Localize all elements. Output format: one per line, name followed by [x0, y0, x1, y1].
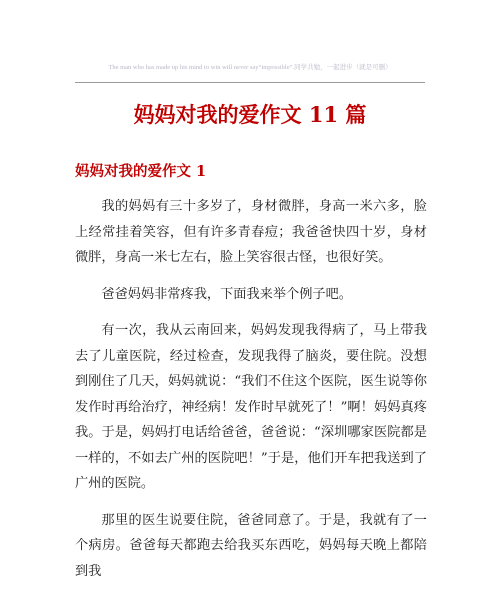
page-header-tagline: The man who has made up his mind to win will never say“impossible”.同学共勉，一起进步（就是可删） — [108, 64, 392, 71]
paragraph: 那里的医生说要住院，爸爸同意了。于是，我就有了一个病房。爸爸每天都跑去给我买东西吃，妈妈每天晚上都陪到我 — [75, 512, 427, 579]
paragraph: 有一次，我从云南回来，妈妈发现我得病了，马上带我去了儿童医院，经过检查，发现我得了脑炎，要住院。没想到刚住了几天，妈妈就说：“我们不住这个医院，医生说等你发作时再给治疗，神经病！发作时早就死了！”啊！妈妈真疼我。于是，妈妈打电话给爸爸，爸爸说：“深圳哪家医院都是一样的，不如去广州的医院吧！”于是，他们开车把我送到了广州的医院。 — [75, 323, 427, 491]
paragraph: 我的妈妈有三十多岁了，身材微胖，身高一米六多，脸上经常挂着笑容，但有许多青春痘；我爸爸快四十岁，身材微胖，身高一米七左右，脸上笑容很古怪，也很好笑。 — [75, 199, 427, 265]
essay-body — [75, 194, 427, 595]
section-heading: 妈妈对我的爱作文 1 — [75, 163, 207, 180]
header-divider — [75, 82, 425, 83]
document-title: 妈妈对我的爱作文 11 篇 — [133, 102, 367, 127]
paragraph: 爸爸妈妈非常疼我，下面我来举个例子吧。 — [101, 286, 352, 302]
